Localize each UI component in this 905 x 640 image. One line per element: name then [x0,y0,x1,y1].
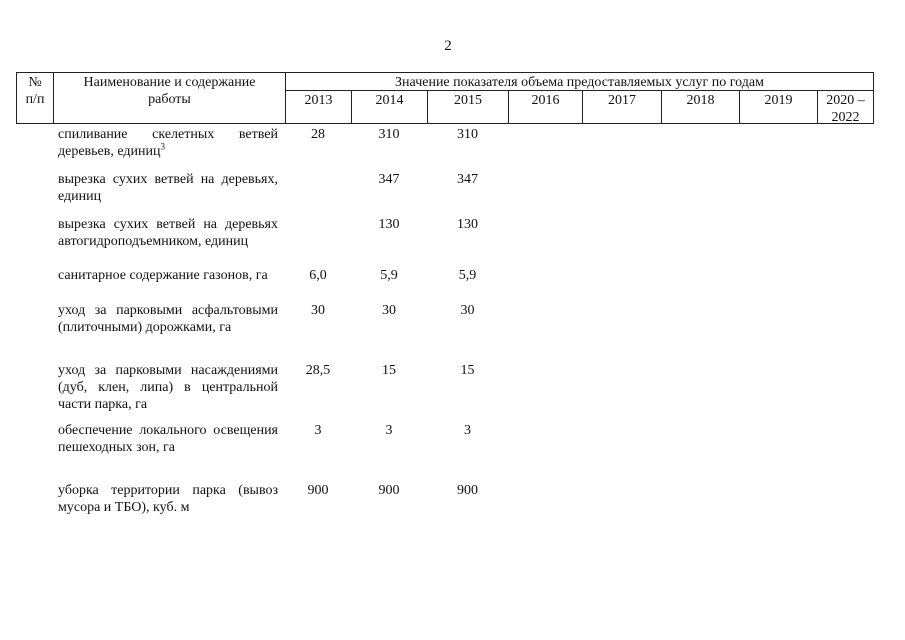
value-2013: 28,5 [305,363,331,378]
header-name-label: Наименование и содержание работы [83,75,256,107]
value-2014: 900 [378,483,400,498]
value-2014: 15 [382,363,396,378]
page-number: 2 [444,38,452,54]
header-year-2013: 2013 [286,91,352,123]
row-description: обеспечение локального освещения пешеходных зон, га [58,423,278,455]
value-2015: 310 [457,127,478,142]
value-2014: 5,9 [380,268,398,283]
header-years [286,91,873,123]
header-values-title: Значение показателя объема предоставляемых услуг по годам [286,73,873,91]
row-description: санитарное содержание газонов, га [58,268,268,283]
value-2014: 130 [378,217,400,232]
value-2013: 3 [314,423,322,438]
header-number-column [17,73,54,123]
row-description: вырезка сухих ветвей на деревьях автогидроподъемником, единиц [58,217,278,249]
value-2013: 900 [307,483,329,498]
value-2014: 310 [378,127,400,142]
footnote-marker: 3 [160,141,165,152]
header-year-2020-2022: 2020 – 2022 [826,93,865,125]
value-2013: 28 [311,127,325,142]
value-2015: 900 [457,483,478,498]
value-2014: 3 [385,423,393,438]
value-2015: 347 [457,172,478,187]
value-2015: 30 [460,303,475,318]
header-year-2015: 2015 [428,91,509,123]
value-2013: 6,0 [309,268,327,283]
value-2015: 5,9 [458,268,477,283]
row-description: уход за парковыми насаждениями (дуб, клен, липа) в центральной части парка, га [58,363,278,412]
row-description: уборка территории парка (вывоз мусора и ТБО), куб. м [58,483,278,515]
header-year-2017: 2017 [583,91,662,123]
row-description-text: спиливание скелетных ветвей деревьев, единиц [58,127,278,159]
value-2013: 30 [311,303,325,318]
header-year-2019: 2019 [740,91,818,123]
value-2015: 3 [464,423,471,438]
header-name-column [54,73,286,123]
row-description: уход за парковыми асфальтовыми (плиточными) дорожками, га [58,303,278,335]
row-description [58,126,278,160]
header-year-2018: 2018 [662,91,740,123]
row-description: вырезка сухих ветвей на деревьях, единиц [58,172,278,204]
value-2014: 347 [378,172,400,187]
table-header [16,72,874,124]
value-2015: 15 [460,363,475,378]
value-2014: 30 [382,303,396,318]
header-year-2014: 2014 [352,91,428,123]
value-2015: 130 [457,217,478,232]
header-number-label: № п/п [25,75,45,107]
header-year-2016: 2016 [509,91,583,123]
